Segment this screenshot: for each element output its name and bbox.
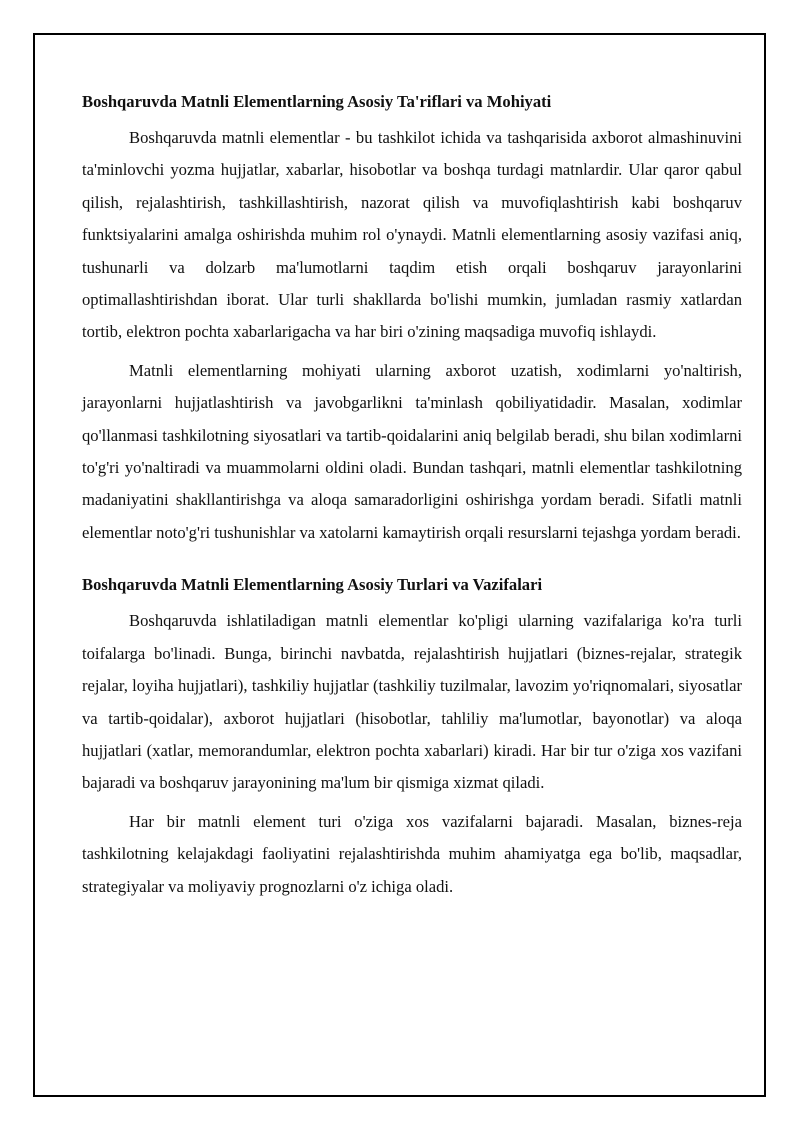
paragraph-types-2: Har bir matnli element turi o'ziga xos vazifalarni bajaradi. Masalan, biznes-reja tashkilotning kelajakdagi faoliyatini rejalashtirishda muhim ahamiyatga ega bo'lib, maqsadlar, strategiyalar va moliyaviy prognozlarni o'z ichiga oladi. <box>82 811 742 896</box>
document-body <box>82 80 742 909</box>
section-heading-types: Boshqaruvda Matnli Elementlarning Asosiy Turlari va Vazifalari <box>82 575 543 595</box>
paragraph-definitions-1: Boshqaruvda matnli elementlar - bu tashkilot ichida va tashqarisida axborot almashinuvini ta'minlovchi yozma hujjatlar, xabarlar, hisobotlar va boshqa turdagi matnlardir. Ular qaror qabul qilish, rejalashtirish, tashkillashtirish, nazorat qilish va muvofiqlashtirish kabi boshqaruv funktsiyalarini amalga oshirishda muhim rol o'ynaydi. Matnli elementlarning asosiy vazifasi aniq, tushunarli va dolzarb ma'lumotlarni taqdim etish orqali boshqaruv jarayonlarini optimallashtirishdan iborat. Ular turli shakllarda bo'lishi mumkin, jumladan rasmiy xatlardan tortib, elektron pochta xabarlarigacha va har biri o'zining maqsadiga muvofiq ishlaydi. <box>82 128 742 342</box>
paragraph-types-1: Boshqaruvda ishlatiladigan matnli elementlar ko'pligi ularning vazifalariga ko'ra turli toifalarga bo'linadi. Bunga, birinchi navbatda, rejalashtirish hujjatlari (biznes-rejalar, strategik rejalar, loyiha hujjatlari), tashkiliy hujjatlar (tashkiliy tuzilmalar, lavozim yo'riqnomalari, siyosatlar va tartib-qoidalar), axborot hujjatlari (hisobotlar, tahliliy ma'lumotlar, bayonotlar) va aloqa hujjatlari (xatlar, memorandumlar, elektron pochta xabarlari) kiradi. Har bir tur o'ziga xos vazifani bajaradi va boshqaruv jarayonining ma'lum bir qismiga xizmat qiladi. <box>82 611 742 793</box>
section-heading-definitions: Boshqaruvda Matnli Elementlarning Asosiy Ta'riflari va Mohiyati <box>82 92 552 111</box>
paragraph-definitions-2: Matnli elementlarning mohiyati ularning axborot uzatish, xodimlarni yo'naltirish, jarayonlarni hujjatlashtirish va javobgarlikni ta'minlash qobiliyatidadir. Masalan, xodimlar qo'llanmasi tashkilotning siyosatlari va tartib-qoidalarini aniq belgilab beradi, shu bilan xodimlarni to'g'ri yo'naltiradi va muammolarni oldini oladi. Bundan tashqari, matnli elementlar tashkilotning madaniyatini shakllantirishga va aloqa samaradorligini oshirishga yordam beradi. Sifatli matnli elementlar noto'g'ri tushunishlar va xatolarni kamaytirish orqali resurslarni tejashga yordam beradi. <box>82 360 742 542</box>
